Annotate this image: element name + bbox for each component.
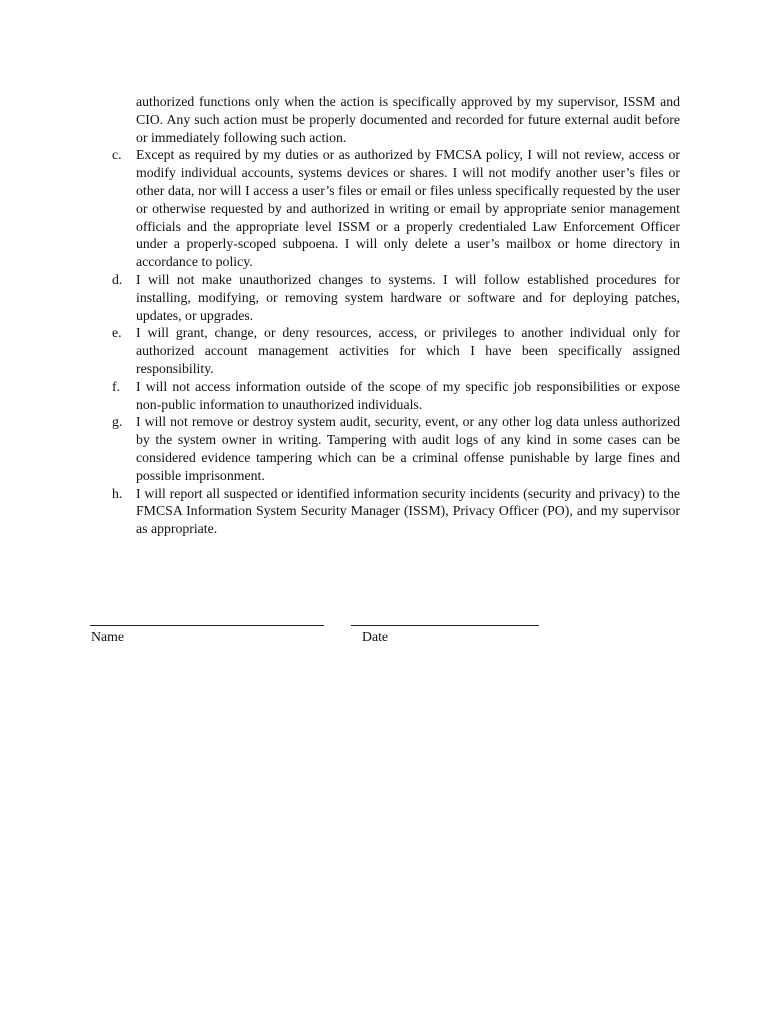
list-item <box>100 378 680 414</box>
list-item-text: I will not remove or destroy system audit, security, event, or any other log data unless authorized by the system owner in writing. Tampering with audit logs of any kind in some cases can be considered evidence tampering which can be a criminal offense punishable by large fines and possible imprisonment. <box>136 414 680 483</box>
policy-list <box>100 93 680 538</box>
date-signature-line <box>351 625 539 626</box>
list-item <box>100 93 680 146</box>
list-item-text: Except as required by my duties or as authorized by FMCSA policy, I will not review, access or modify individual accounts, systems devices or shares. I will not modify another user’s files or other data, nor will I access a user’s files or email or files unless specifically requested by the user or otherwise requested by and authorized in writing or email by appropriate senior management officials and the appropriate level ISSM or a properly credentialed Law Enforcement Officer under a properly-scoped subpoena. I will only delete a user’s mailbox or home directory in accordance to policy. <box>136 147 680 270</box>
list-item-text: I will not make unauthorized changes to systems. I will follow established procedures for installing, modifying, or removing system hardware or software and for deploying patches, updates, or upgrades. <box>136 271 680 323</box>
list-item <box>100 324 680 377</box>
list-item-text: I will report all suspected or identified information security incidents (security and privacy) to the FMCSA Information System Security Manager (ISSM), Privacy Officer (PO), and my supervisor as appropriate. <box>136 485 680 537</box>
list-item-text: authorized functions only when the action is specifically approved by my supervisor, ISSM and CIO. Any such action must be properly documented and recorded for future external audit before or immediately following such action. <box>136 94 680 145</box>
date-label: Date <box>362 629 389 644</box>
list-item-text: I will not access information outside of the scope of my specific job responsibilities or expose non-public information to unauthorized individuals. <box>136 378 680 412</box>
name-label: Name <box>91 629 124 644</box>
list-item <box>100 485 680 538</box>
list-item <box>100 146 680 271</box>
list-item <box>100 413 680 484</box>
list-marker: c. <box>112 147 122 163</box>
list-marker: e. <box>112 325 122 341</box>
name-signature-line <box>90 625 324 626</box>
list-marker: d. <box>112 271 123 287</box>
list-marker: f. <box>112 378 121 394</box>
list-marker: g. <box>112 414 123 430</box>
list-marker: h. <box>112 485 123 501</box>
list-item <box>100 271 680 324</box>
list-item-text: I will grant, change, or deny resources, access, or privileges to another individual only for authorized account management activities for which I have been specifically assigned responsibility. <box>136 325 680 376</box>
